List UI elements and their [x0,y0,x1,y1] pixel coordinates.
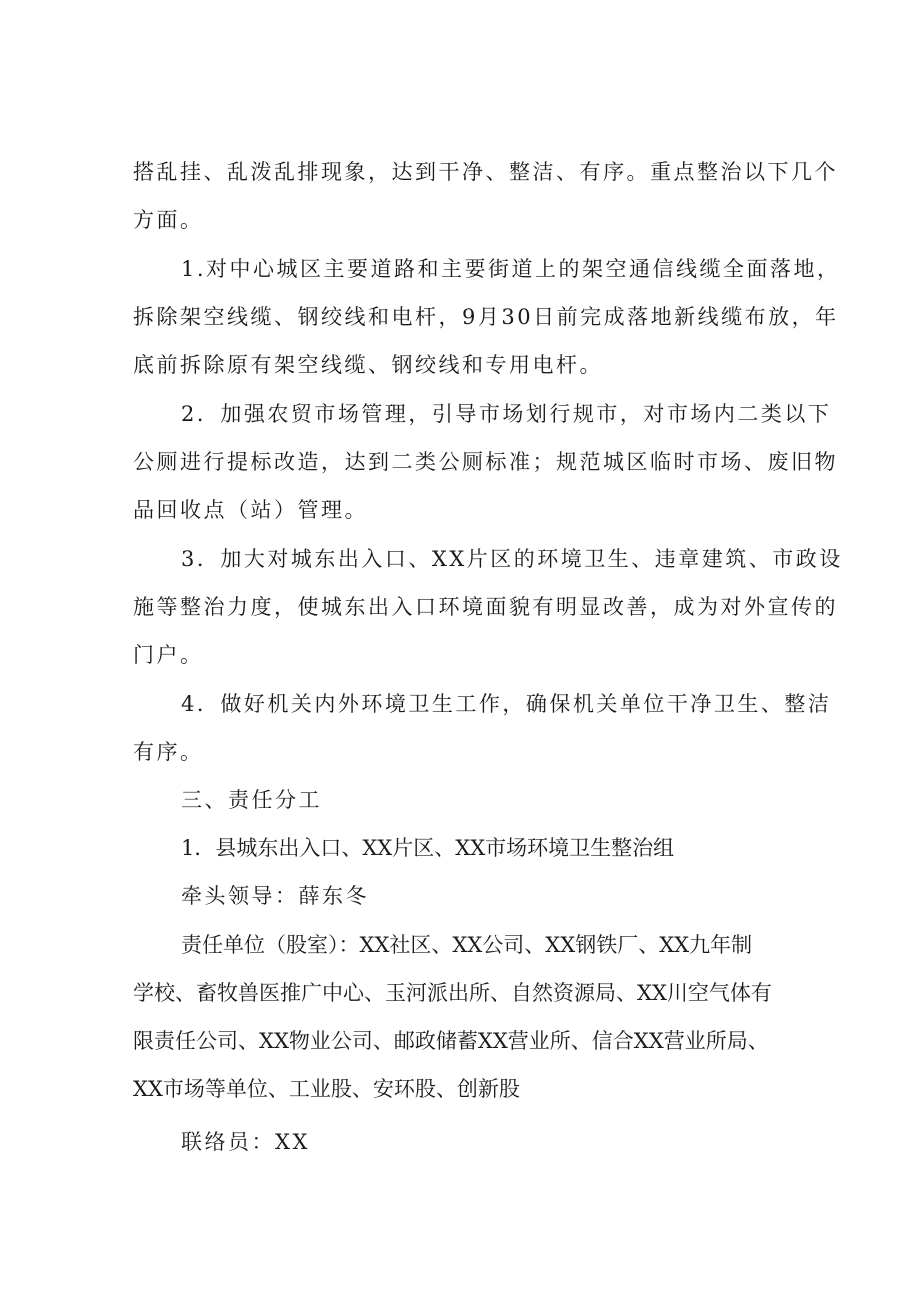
responsible-units-line: XX市场等单位、工业股、安环股、创新股 [133,1077,520,1101]
list-item-1-line: 底前拆除原有架空线缆、钢绞线和专用电杆。 [133,353,603,377]
paragraph-line: 搭乱挂、乱泼乱排现象，达到干净、整洁、有序。重点整治以下几个 [133,160,838,184]
responsible-units-line: 责任单位（股室）：XX社区、XX公司、XX钢铁厂、XX九年制 [181,933,753,957]
responsible-units-line: 限责任公司、XX物业公司、邮政储蓄XX营业所、信合XX营业所局、 [133,1029,769,1053]
group-title: 1．县城东出入口、XX片区、XX市场环境卫生整治组 [181,836,675,860]
responsible-units-line: 学校、畜牧兽医推广中心、玉河派出所、自然资源局、XX川空气体有 [133,981,772,1005]
list-item-3-line: 3．加大对城东出入口、XX片区的环境卫生、违章建筑、市政设 [181,547,843,571]
list-item-2-line: 公厕进行提标改造，达到二类公厕标准；规范城区临时市场、废旧物 [133,450,838,474]
list-item-3-line: 施等整治力度，使城东出入口环境面貌有明显改善，成为对外宣传的 [133,595,838,619]
lead-leader: 牵头领导：薛东冬 [181,884,369,908]
list-item-1-line: 拆除架空线缆、钢绞线和电杆，9月30日前完成落地新线缆布放，年 [133,305,839,329]
list-item-4-line: 有序。 [133,740,204,764]
liaison-officer: 联络员：XX [181,1130,310,1154]
list-item-2-line: 品回收点（站）管理。 [133,498,368,522]
list-item-1-line: 1.对中心城区主要道路和主要街道上的架空通信线缆全面落地， [181,257,841,281]
section-heading: 三、责任分工 [181,788,322,812]
paragraph-line: 方面。 [133,208,204,232]
list-item-2-line: 2．加强农贸市场管理，引导市场划行规市，对市场内二类以下 [181,402,832,426]
list-item-3-line: 门户。 [133,643,204,667]
list-item-4-line: 4．做好机关内外环境卫生工作，确保机关单位干净卫生、整洁 [181,692,832,716]
